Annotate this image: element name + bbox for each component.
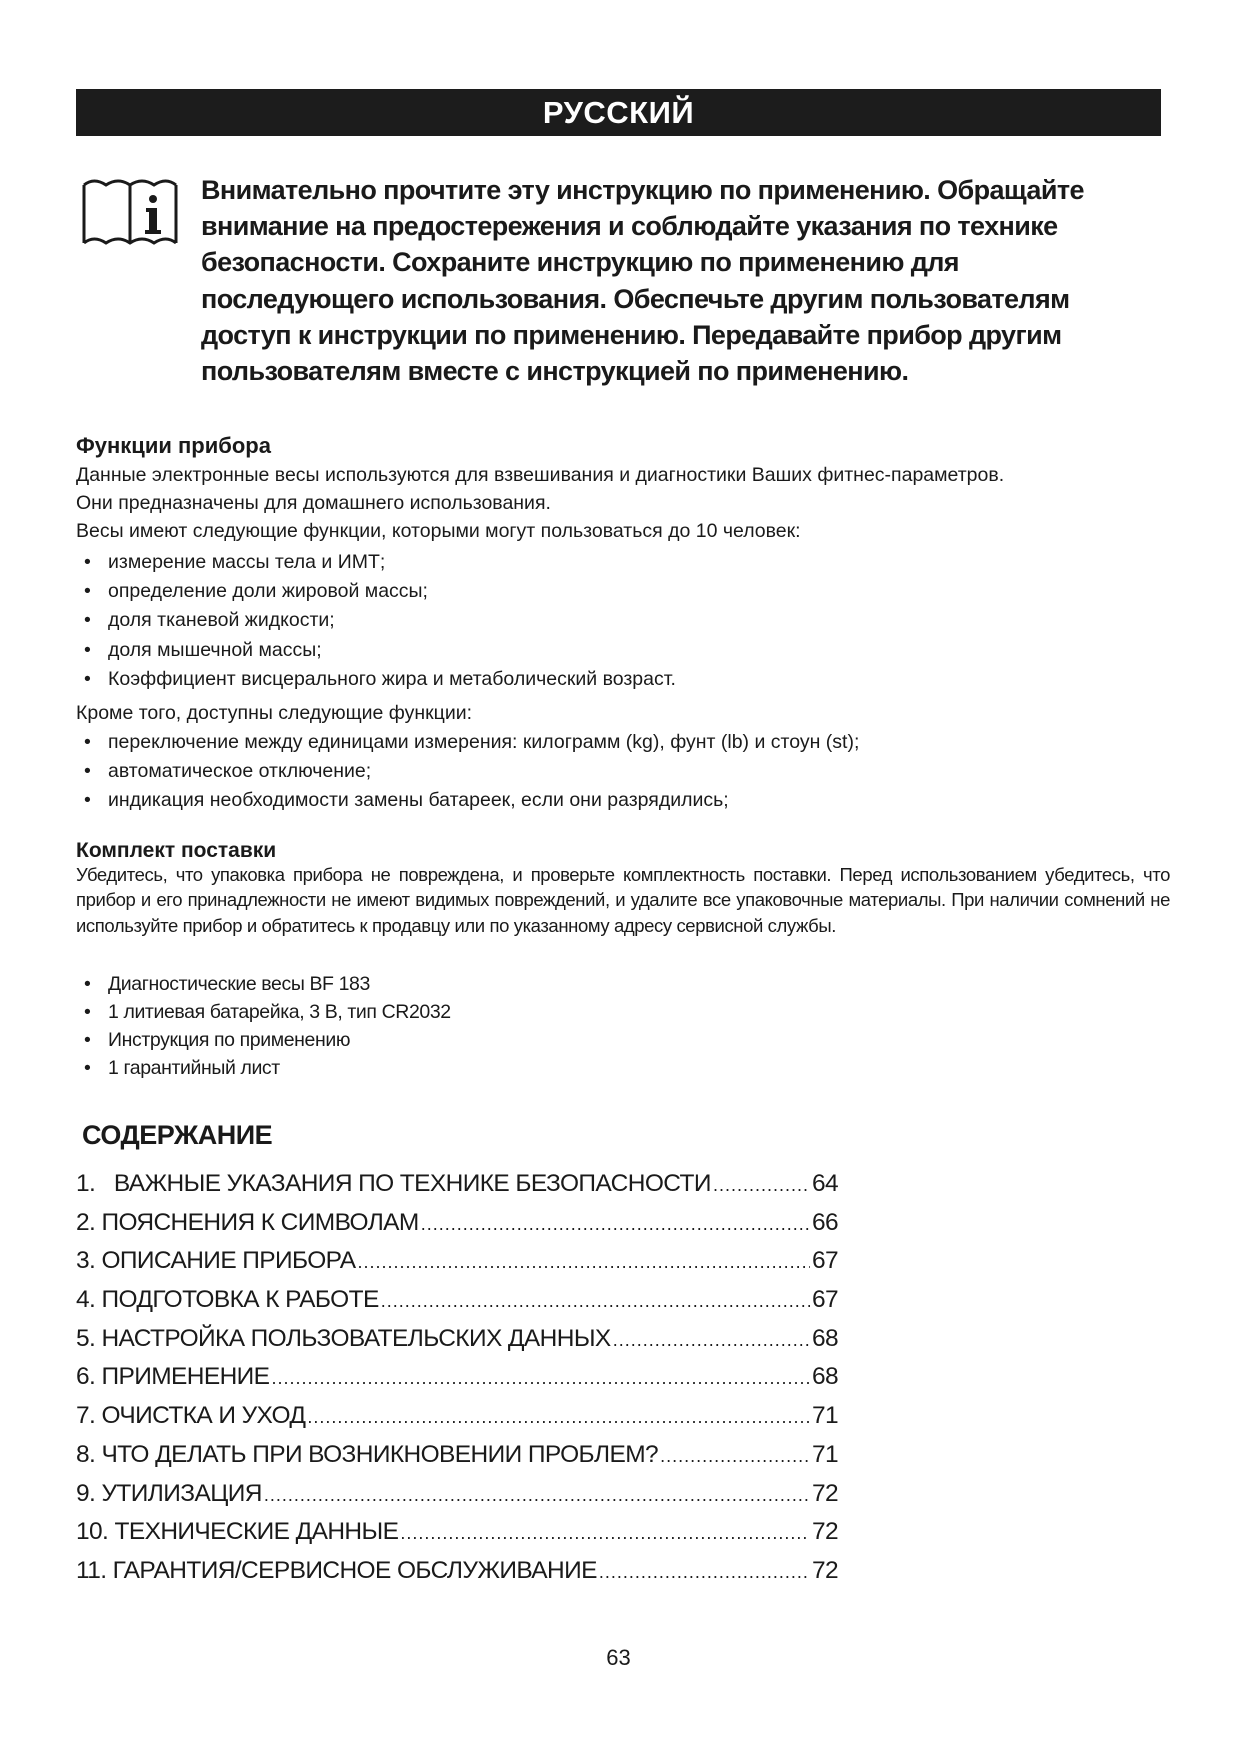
toc-item-label: 4. ПОДГОТОВКА К РАБОТЕ — [76, 1286, 379, 1314]
read-instructions-info-icon — [80, 175, 180, 250]
toc-leader-dots — [358, 1247, 810, 1275]
toc-item-label: 5. НАСТРОЙКА ПОЛЬЗОВАТЕЛЬСКИХ ДАННЫХ — [76, 1324, 611, 1352]
page-number: 63 — [606, 1645, 631, 1670]
list-item: • Диагностические весы BF 183 — [76, 970, 451, 998]
toc-item-page: 64 — [811, 1170, 838, 1197]
list-item: • доля тканевой жидкости; — [76, 606, 676, 635]
toc-leader-dots — [264, 1480, 810, 1508]
toc-leader-dots — [660, 1441, 810, 1469]
toc-item-label: 1. ВАЖНЫЕ УКАЗАНИЯ ПО ТЕХНИКЕ БЕЗОПАСНОСТИ — [76, 1170, 711, 1197]
functions-list — [76, 548, 676, 694]
toc-item[interactable] — [76, 1363, 838, 1402]
body-line: Данные электронные весы используются для взвешивания и диагностики Ваших фитнес-параметров. — [76, 464, 1005, 486]
functions-heading: Функции прибора — [76, 433, 271, 458]
toc-item-page: 72 — [811, 1479, 838, 1507]
toc-leader-dots — [400, 1518, 810, 1546]
list-item: • 1 литиевая батарейка, 3 В, тип CR2032 — [76, 998, 451, 1026]
table-of-contents — [76, 1170, 838, 1596]
intro-line: внимание на предостережения и соблюдайте указания по технике — [201, 211, 1058, 242]
list-item: • Коэффициент висцерального жира и метаболический возраст. — [76, 665, 676, 694]
toc-item-page: 68 — [811, 1363, 838, 1391]
toc-item-label: 7. ОЧИСТКА И УХОД — [76, 1402, 306, 1430]
list-item: • переключение между единицами измерения: килограмм (kg), фунт (lb) и стоун (st); — [76, 728, 859, 757]
toc-leader-dots — [307, 1402, 810, 1430]
toc-item-page: 68 — [811, 1324, 838, 1352]
toc-item-label: 11. ГАРАНТИЯ/СЕРВИСНОЕ ОБСЛУЖИВАНИЕ — [76, 1556, 597, 1584]
toc-item-label: 9. УТИЛИЗАЦИЯ — [76, 1479, 262, 1507]
extra-functions-intro: Кроме того, доступны следующие функции: — [76, 702, 473, 724]
functions-description — [76, 461, 1004, 545]
extra-functions-list — [76, 728, 859, 815]
list-item: • определение доли жировой массы; — [76, 577, 676, 606]
toc-leader-dots — [613, 1325, 810, 1353]
safety-intro-text — [201, 172, 1161, 389]
toc-item[interactable] — [76, 1286, 838, 1325]
toc-leader-dots — [381, 1286, 810, 1314]
toc-heading: СОДЕРЖАНИЕ — [82, 1120, 273, 1150]
toc-item-page: 66 — [811, 1208, 838, 1236]
list-item: • 1 гарантийный лист — [76, 1054, 451, 1082]
toc-item-page: 67 — [811, 1286, 838, 1314]
toc-item-page: 67 — [811, 1247, 838, 1275]
toc-item-page: 72 — [811, 1518, 838, 1546]
intro-line: безопасности. Сохраните инструкцию по применению для — [201, 247, 959, 278]
kit-list — [76, 970, 451, 1082]
body-line: Они предназначены для домашнего использования. — [76, 492, 551, 514]
toc-item[interactable] — [76, 1518, 838, 1557]
list-item: • доля мышечной массы; — [76, 636, 676, 665]
list-item: • индикация необходимости замены батареек, если они разрядились; — [76, 786, 859, 815]
toc-item[interactable] — [76, 1209, 838, 1248]
toc-leader-dots — [599, 1557, 810, 1585]
intro-line: пользователям вместе с инструкцией по применению. — [201, 356, 909, 387]
list-item: • Инструкция по применению — [76, 1026, 451, 1054]
list-item: • измерение массы тела и ИМТ; — [76, 548, 676, 577]
toc-item-label: 10. ТЕХНИЧЕСКИЕ ДАННЫЕ — [76, 1518, 399, 1546]
toc-item[interactable] — [76, 1402, 838, 1441]
toc-item-label: 2. ПОЯСНЕНИЯ К СИМВОЛАМ — [76, 1208, 419, 1236]
toc-item-page: 72 — [811, 1556, 838, 1584]
toc-leader-dots — [713, 1170, 810, 1198]
toc-leader-dots — [421, 1209, 810, 1237]
intro-line: последующего использования. Обеспечьте другим пользователям — [201, 283, 1070, 314]
toc-item-label: 6. ПРИМЕНЕНИЕ — [76, 1363, 270, 1391]
toc-item-page: 71 — [811, 1402, 838, 1430]
list-item: • автоматическое отключение; — [76, 757, 859, 786]
toc-item[interactable] — [76, 1480, 838, 1519]
toc-item[interactable] — [76, 1441, 838, 1480]
toc-item[interactable] — [76, 1325, 838, 1364]
toc-item-label: 3. ОПИСАНИЕ ПРИБОРА — [76, 1247, 356, 1275]
toc-item-label: 8. ЧТО ДЕЛАТЬ ПРИ ВОЗНИКНОВЕНИИ ПРОБЛЕМ? — [76, 1440, 659, 1468]
toc-leader-dots — [271, 1363, 810, 1391]
toc-item[interactable] — [76, 1170, 838, 1209]
toc-item[interactable] — [76, 1557, 838, 1596]
language-header: РУССКИЙ — [76, 89, 1161, 136]
kit-heading: Комплект поставки — [76, 839, 277, 862]
body-line: Весы имеют следующие функции, которыми могут пользоваться до 10 человек: — [76, 520, 801, 542]
intro-line: Внимательно прочтите эту инструкцию по применению. Обращайте — [201, 175, 1084, 205]
toc-item[interactable] — [76, 1247, 838, 1286]
toc-item-page: 71 — [811, 1440, 838, 1468]
kit-paragraph: Убедитесь, что упаковка прибора не повреждена, и проверьте комплектность поставки. Перед использованием убедитесь, что прибор и его принадлежности не имеют видимых повреждений, и удалите все упаковочные материалы. При наличии сомнений не используйте прибор и обратитесь к продавцу или по указанному адресу сервисной службы. — [76, 864, 1170, 936]
intro-line: доступ к инструкции по применению. Передавайте прибор другим — [201, 319, 1062, 350]
